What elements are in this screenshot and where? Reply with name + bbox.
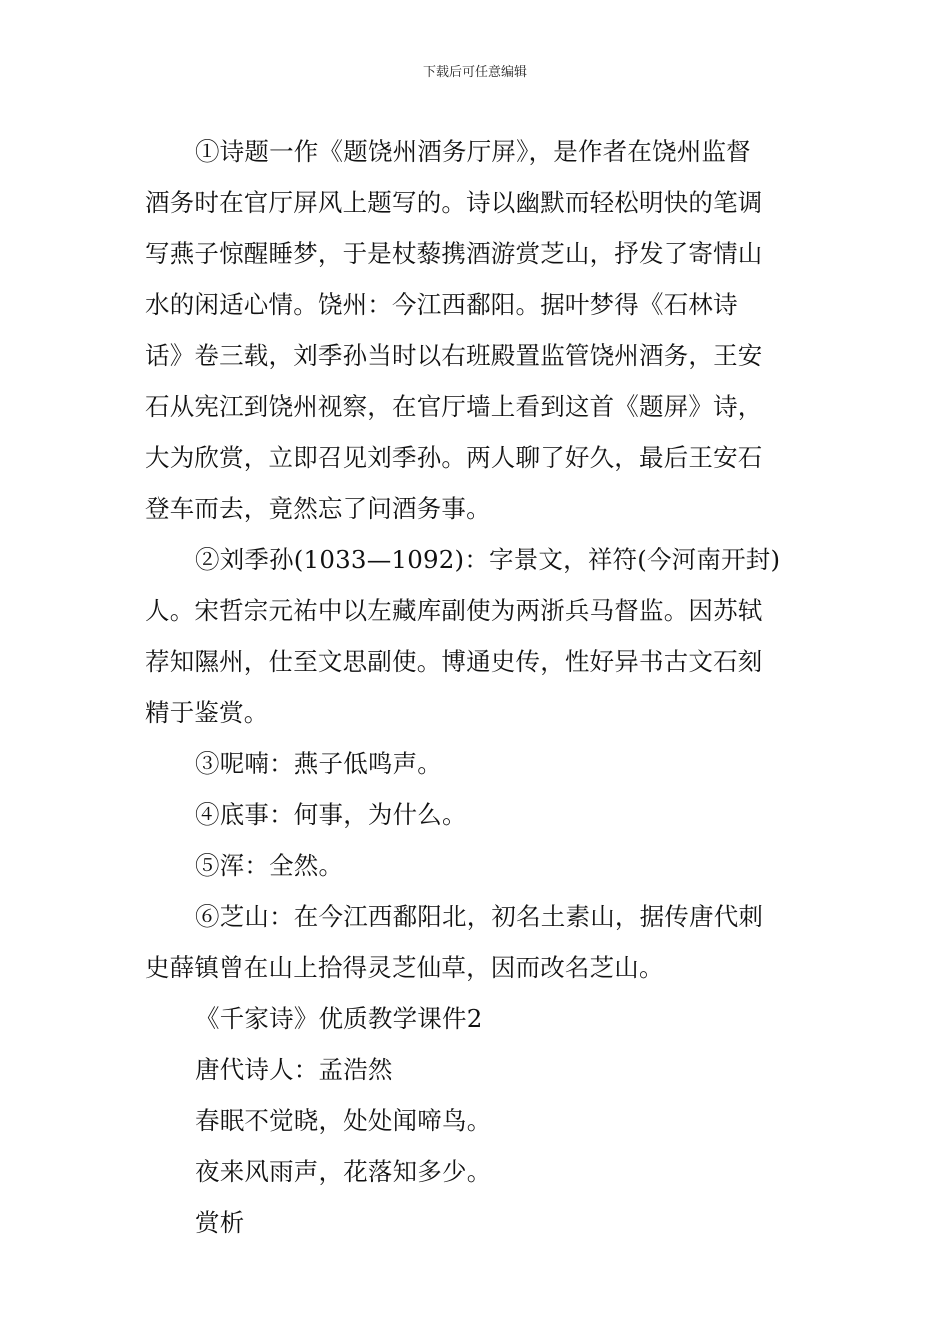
note-6-line: 史薛镇曾在山上拾得灵芝仙草，因而改名芝山。 bbox=[145, 953, 664, 982]
page-header: 下载后可任意编辑 bbox=[422, 65, 527, 80]
note-2-line: 荐知隰州，仕至文思副使。博通史传，性好异书古文石刻 bbox=[145, 647, 763, 676]
note-2 bbox=[145, 534, 807, 738]
note-4 bbox=[145, 789, 807, 840]
note-1-line: 登车而去，竟然忘了问酒务事。 bbox=[145, 494, 491, 523]
note-1-line: 大为欣赏，立即召见刘季孙。两人聊了好久，最后王安石 bbox=[145, 443, 763, 472]
note-2-line: 精于鉴赏。 bbox=[145, 698, 269, 727]
note-3-line: ③呢喃：燕子低鸣声。 bbox=[195, 749, 442, 778]
poem-verse-2 bbox=[145, 1146, 807, 1197]
section-title-text: 《千家诗》优质教学课件2 bbox=[195, 1004, 483, 1033]
note-1-line: 酒务时在官厅屏风上题写的。诗以幽默而轻松明快的笔调 bbox=[145, 188, 763, 217]
note-4-line: ④底事：何事，为什么。 bbox=[195, 800, 467, 829]
poem-author bbox=[145, 1044, 807, 1095]
poem-verse-1 bbox=[145, 1095, 807, 1146]
note-1 bbox=[145, 126, 807, 534]
note-5-line: ⑤浑：全然。 bbox=[195, 851, 344, 880]
note-6 bbox=[145, 891, 807, 993]
analysis-heading bbox=[145, 1197, 807, 1248]
note-1-line: 话》卷三载，刘季孙当时以右班殿置监管饶州酒务，王安 bbox=[145, 341, 763, 370]
note-1-line: ①诗题一作《题饶州酒务厅屏》，是作者在饶州监督 bbox=[195, 137, 751, 166]
note-3 bbox=[145, 738, 807, 789]
poem-verse-1-text: 春眠不觉晓，处处闻啼鸟。 bbox=[195, 1106, 492, 1135]
section-title bbox=[145, 993, 807, 1044]
document-body bbox=[145, 126, 807, 1248]
note-2-line: ②刘季孙(1033—1092)：字景文，祥符(今河南开封) bbox=[195, 545, 781, 574]
note-1-line: 写燕子惊醒睡梦，于是杖藜携酒游赏芝山，抒发了寄情山 bbox=[145, 239, 763, 268]
note-6-line: ⑥芝山：在今江西鄱阳北，初名土素山，据传唐代刺 bbox=[195, 902, 764, 931]
note-5 bbox=[145, 840, 807, 891]
note-1-line: 石从宪江到饶州视察，在官厅墙上看到这首《题屏》诗， bbox=[145, 392, 763, 421]
note-1-line: 水的闲适心情。饶州：今江西鄱阳。据叶梦得《石林诗 bbox=[145, 290, 738, 319]
poem-verse-2-text: 夜来风雨声，花落知多少。 bbox=[195, 1157, 492, 1186]
poem-author-text: 唐代诗人：孟浩然 bbox=[195, 1055, 393, 1084]
analysis-heading-text: 赏析 bbox=[195, 1208, 245, 1237]
note-2-line: 人。宋哲宗元祐中以左藏库副使为两浙兵马督监。因苏轼 bbox=[145, 596, 763, 625]
